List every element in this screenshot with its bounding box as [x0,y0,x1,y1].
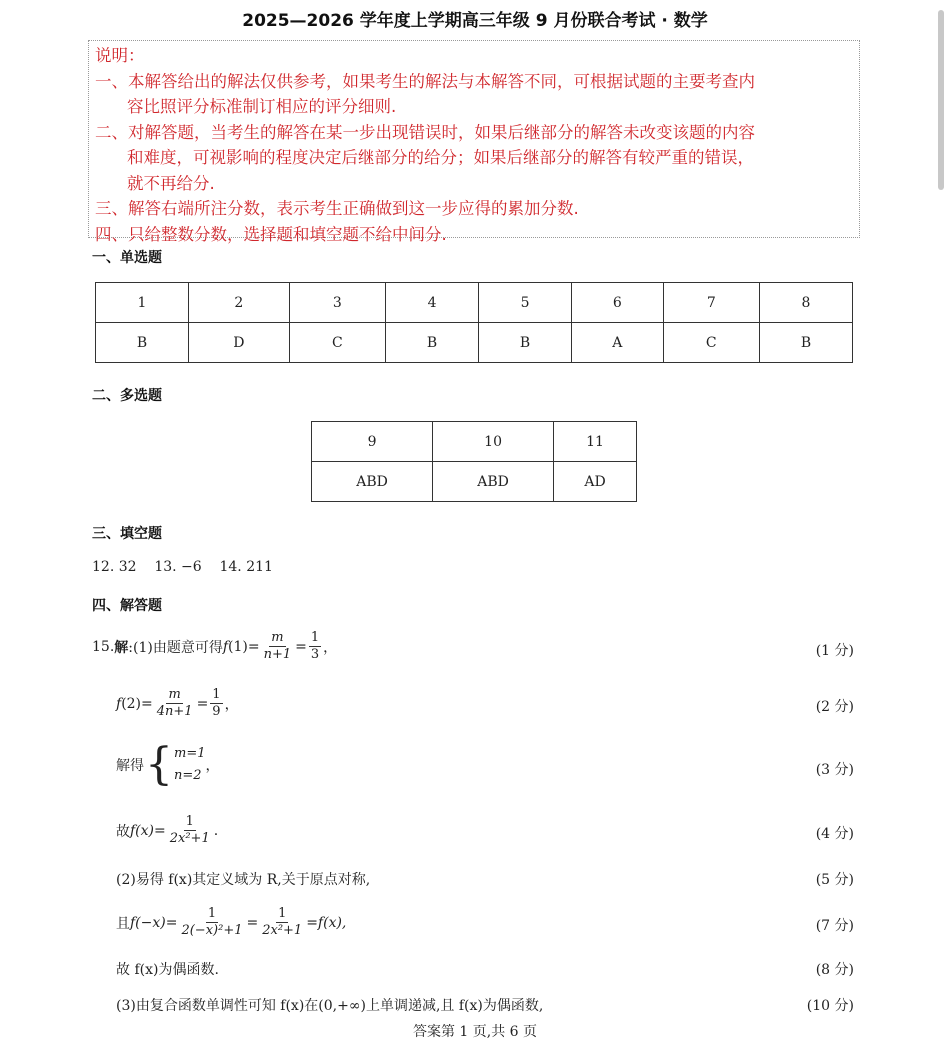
denominator: n+1 [263,647,292,662]
fraction [262,630,294,663]
section-solutions: 四、解答题 [92,598,162,614]
solution-line: 故 f(x)为偶函数. [116,962,219,978]
denominator: 2x²+1 [169,831,210,846]
question-number: 8 [760,283,853,323]
instruction-3: 三、解答右端所注分数，表示考生正确做到这一步应得的累加分数. [95,199,579,218]
question-number: 7 [663,283,759,323]
solution-line [116,739,220,790]
answer: D [188,323,289,363]
text: f(−x)= [130,914,178,931]
question-number: 11 [554,422,637,462]
page-footer: 答案第 1 页,共 6 页 [412,1024,538,1040]
answer: B [760,323,853,363]
score: (4 分) [815,826,854,842]
solution-line [116,687,239,720]
fraction [309,630,321,663]
instruction-2: 二、对解答题，当考生的解答在某一步出现错误时，如果后继部分的解答未改变该题的内容 [95,122,755,142]
solution-line [92,630,337,663]
text: f(x)= [130,822,166,839]
answer: C [663,323,759,363]
text: =f(x), [306,914,347,931]
equation: n=2 [174,768,202,783]
text: ， [205,758,220,774]
numerator: 1 [278,906,287,921]
question-number: 15. [92,638,115,655]
instructions-heading: 说明： [95,46,145,65]
text: f [222,638,229,655]
instruction-1-cont: 容比照评分标准制订相应的评分细则. [127,97,397,116]
numerator: 1 [185,814,194,829]
text: 解得 [116,758,144,774]
denominator: 2x²+1 [262,923,303,938]
question-number: 3 [289,283,385,323]
solution-line: (3)由复合函数单调性可知 f(x)在(0,+∞)上单调递减,且 f(x)为偶函数, [116,998,544,1014]
single-choice-table [95,282,853,363]
text: . [213,822,219,839]
denominator: 9 [212,704,221,719]
solution-line [116,906,346,939]
solution-line [116,814,218,847]
answer: ABD [433,462,554,502]
fraction [260,906,304,939]
score: (7 分) [815,918,854,934]
solution-line: (2)易得 f(x)其定义域为 R,关于原点对称, [116,872,371,888]
solution-label: 解 [114,639,129,656]
fraction [179,906,244,939]
score: (3 分) [815,762,854,778]
brace-icon: { [145,739,173,790]
denominator: 4n+1 [156,704,193,719]
scrollbar[interactable] [938,10,944,190]
text: :(1)由题意可得 [128,639,223,656]
answer: A [572,323,664,363]
text: ， [224,696,239,713]
question-number: 5 [479,283,572,323]
fraction [155,687,195,720]
equation-system [144,739,206,790]
instructions-box [88,40,860,244]
fraction [168,814,212,847]
question-number: 6 [572,283,664,323]
fill-in-answers: 12. 32 13. −6 14. 211 [92,559,273,575]
answer: AD [554,462,637,502]
text: = [196,695,209,712]
numerator: 1 [212,687,221,702]
score: (2 分) [815,699,854,715]
answer: B [479,323,572,363]
instruction-2-cont: 就不再给分. [127,173,215,193]
instruction-2-cont: 和难度，可视影响的程度决定后继部分的给分；如果后继部分的解答有较严重的错误， [127,148,754,167]
text: = [295,638,307,655]
score: (5 分) [815,872,854,888]
numerator: 1 [310,630,320,645]
table-row [96,283,853,323]
section-fill-in: 三、填空题 [92,526,162,542]
answer: C [289,323,385,363]
question-number: 2 [188,283,289,323]
text: ， [323,639,338,656]
question-number: 1 [96,283,189,323]
instruction-4: 四、只给整数分数，选择题和填空题不给中间分. [95,224,447,244]
text: = [246,914,259,931]
score: (1 分) [815,643,854,659]
text: 且 [116,915,130,932]
answer: ABD [312,462,433,502]
text: f [116,695,122,712]
question-number: 9 [312,422,433,462]
multi-choice-table [311,421,637,502]
text: 故 [116,823,130,840]
section-single-choice: 一、单选题 [92,250,162,266]
answer: B [386,323,479,363]
equation: m=1 [174,746,206,761]
numerator: m [271,630,284,645]
text: (1)= [228,638,260,655]
question-number: 4 [386,283,479,323]
answer: B [96,323,189,363]
fraction [210,687,222,720]
score: (8 分) [815,962,854,978]
table-row [312,462,637,502]
table-row [312,422,637,462]
instruction-1: 一、本解答给出的解法仅供参考，如果考生的解法与本解答不同，可根据试题的主要考查内 [95,71,755,91]
numerator: 1 [207,906,217,921]
denominator: 3 [310,647,320,662]
section-multi-choice: 二、多选题 [92,388,162,404]
score: (10 分) [806,998,854,1014]
text: (2)= [121,695,153,712]
table-row [96,323,853,363]
question-number: 10 [433,422,554,462]
denominator: 2(−x)²+1 [181,923,243,938]
numerator: m [168,687,181,702]
document-title: 2025—2026 学年度上学期高三年级 9 月份联合考试 · 数学 [242,11,708,31]
